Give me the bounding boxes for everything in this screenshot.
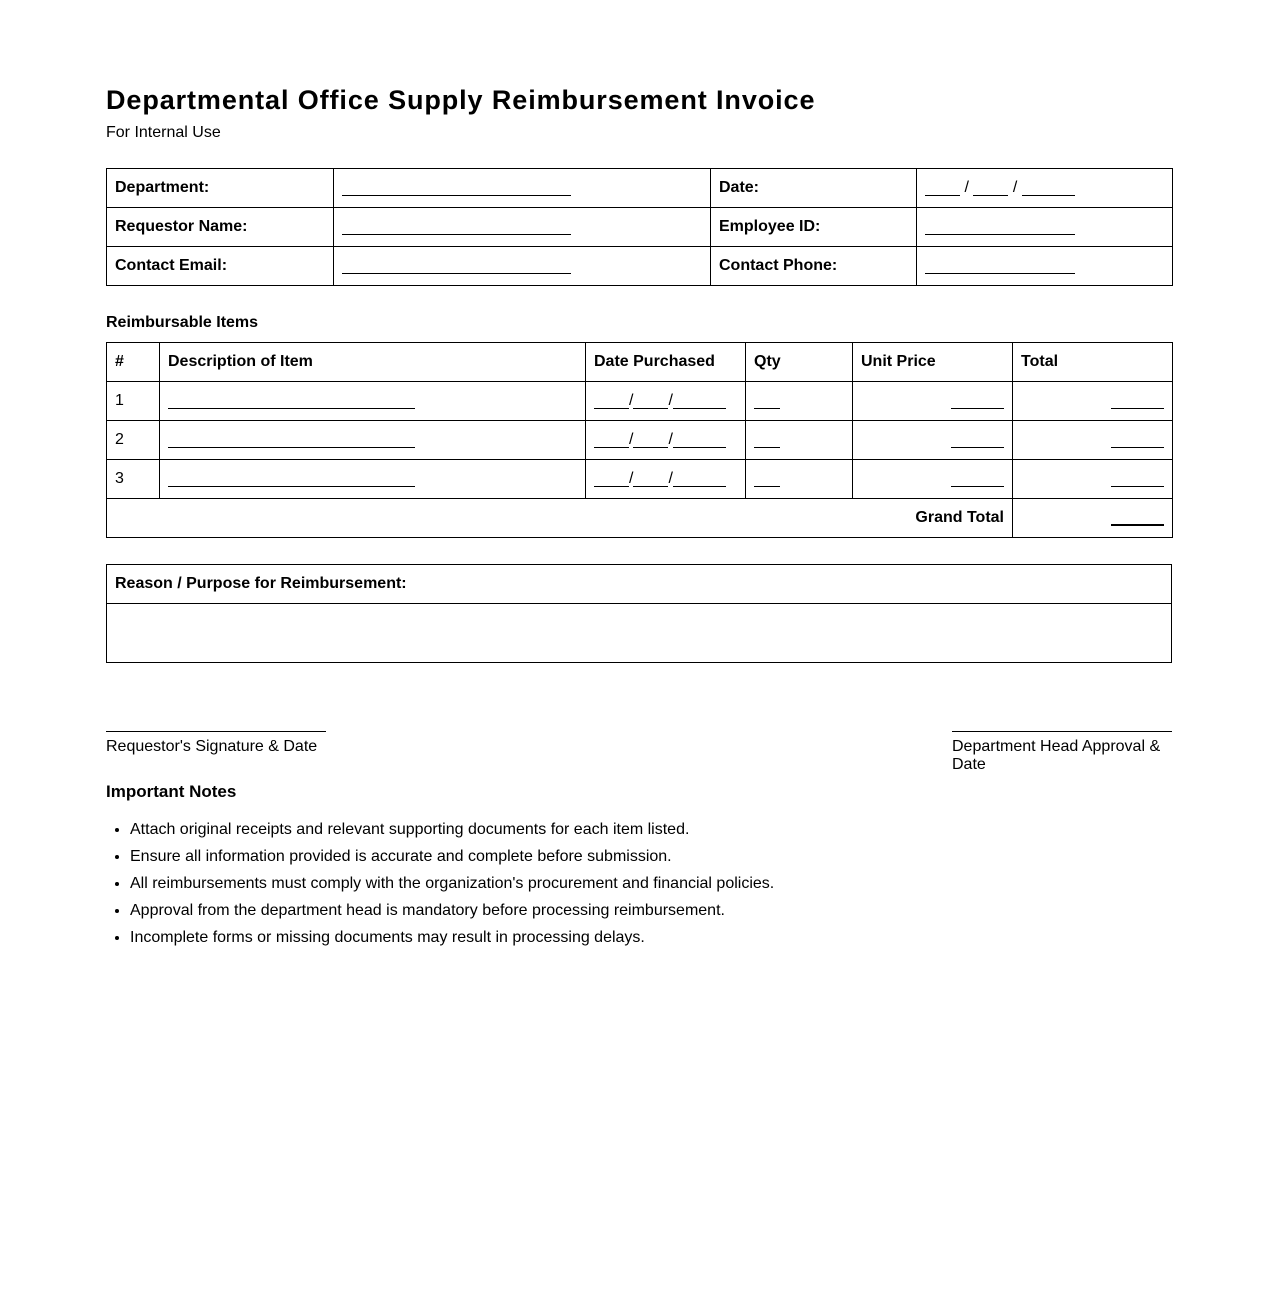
date-label: Date: xyxy=(711,169,917,208)
item-qty-field[interactable] xyxy=(746,382,853,421)
approver-signature-block[interactable] xyxy=(952,731,1172,774)
invoice-page xyxy=(106,84,1172,955)
contact-email-label: Contact Email: xyxy=(107,247,334,286)
item-description-field[interactable] xyxy=(160,382,586,421)
row-number: 1 xyxy=(107,382,160,421)
grand-total-label: Grand Total xyxy=(107,499,1013,538)
date-separator: / xyxy=(629,392,634,409)
table-row xyxy=(107,421,1173,460)
list-item: • All reimbursements must comply with the organization's procurement and financial policies. xyxy=(130,874,1172,893)
contact-phone-label: Contact Phone: xyxy=(711,247,917,286)
department-label: Department: xyxy=(107,169,334,208)
notes-heading: Important Notes xyxy=(106,782,237,801)
date-field[interactable] xyxy=(917,169,1173,208)
date-separator: / xyxy=(668,392,673,409)
contact-email-field[interactable] xyxy=(334,247,711,286)
item-unit-price-field[interactable] xyxy=(853,382,1013,421)
department-field[interactable] xyxy=(334,169,711,208)
requestor-name-field[interactable] xyxy=(334,208,711,247)
item-date-field[interactable] xyxy=(586,421,746,460)
items-header-row xyxy=(107,343,1173,382)
approver-signature-line xyxy=(952,731,1172,732)
info-row-contact xyxy=(107,247,1173,286)
column-header: Unit Price xyxy=(853,343,1013,382)
list-item: • Ensure all information provided is accurate and complete before submission. xyxy=(130,847,1172,866)
info-row-department xyxy=(107,169,1173,208)
approver-signature-label: Department Head Approval & Date xyxy=(952,738,1161,773)
contact-phone-field[interactable] xyxy=(917,247,1173,286)
employee-id-label: Employee ID: xyxy=(711,208,917,247)
page-subtitle: For Internal Use xyxy=(106,124,221,141)
date-separator: / xyxy=(629,431,634,448)
date-separator: / xyxy=(668,470,673,487)
grand-total-field[interactable] xyxy=(1013,499,1173,538)
reason-label: Reason / Purpose for Reimbursement: xyxy=(107,565,1172,604)
row-number: 3 xyxy=(107,460,160,499)
item-qty-field[interactable] xyxy=(746,421,853,460)
item-total-field[interactable] xyxy=(1013,382,1173,421)
item-total-field[interactable] xyxy=(1013,421,1173,460)
reason-body-row xyxy=(107,604,1172,663)
table-row xyxy=(107,382,1173,421)
date-separator: / xyxy=(964,179,969,196)
notes-list xyxy=(106,820,1172,947)
reason-input-area[interactable] xyxy=(107,604,1172,663)
item-description-field[interactable] xyxy=(160,421,586,460)
item-unit-price-field[interactable] xyxy=(853,460,1013,499)
requestor-signature-line xyxy=(106,731,326,732)
items-heading: Reimbursable Items xyxy=(106,314,259,331)
list-item: • Approval from the department head is mandatory before processing reimbursement. xyxy=(130,901,1172,920)
requestor-info-table xyxy=(106,168,1173,286)
column-header: Description of Item xyxy=(160,343,586,382)
item-total-field[interactable] xyxy=(1013,460,1173,499)
date-separator: / xyxy=(629,470,634,487)
employee-id-field[interactable] xyxy=(917,208,1173,247)
list-item: • Incomplete forms or missing documents may result in processing delays. xyxy=(130,928,1172,947)
column-header: # xyxy=(107,343,160,382)
list-item: • Attach original receipts and relevant supporting documents for each item listed. xyxy=(130,820,1172,839)
table-row xyxy=(107,460,1173,499)
item-description-field[interactable] xyxy=(160,460,586,499)
requestor-signature-block[interactable] xyxy=(106,731,326,756)
item-date-field[interactable] xyxy=(586,460,746,499)
page-title: Departmental Office Supply Reimbursement Invoice xyxy=(106,85,816,115)
items-table xyxy=(106,342,1173,538)
item-qty-field[interactable] xyxy=(746,460,853,499)
column-header: Total xyxy=(1013,343,1173,382)
date-separator: / xyxy=(1012,179,1018,196)
info-row-requestor xyxy=(107,208,1173,247)
signature-row xyxy=(106,731,1172,775)
column-header: Date Purchased xyxy=(586,343,746,382)
date-separator: / xyxy=(668,431,673,448)
item-unit-price-field[interactable] xyxy=(853,421,1013,460)
requestor-name-label: Requestor Name: xyxy=(107,208,334,247)
reason-table xyxy=(106,564,1172,663)
requestor-signature-label: Requestor's Signature & Date xyxy=(106,738,318,755)
reason-header-row xyxy=(107,565,1172,604)
grand-total-row xyxy=(107,499,1173,538)
column-header: Qty xyxy=(746,343,853,382)
row-number: 2 xyxy=(107,421,160,460)
item-date-field[interactable] xyxy=(586,382,746,421)
